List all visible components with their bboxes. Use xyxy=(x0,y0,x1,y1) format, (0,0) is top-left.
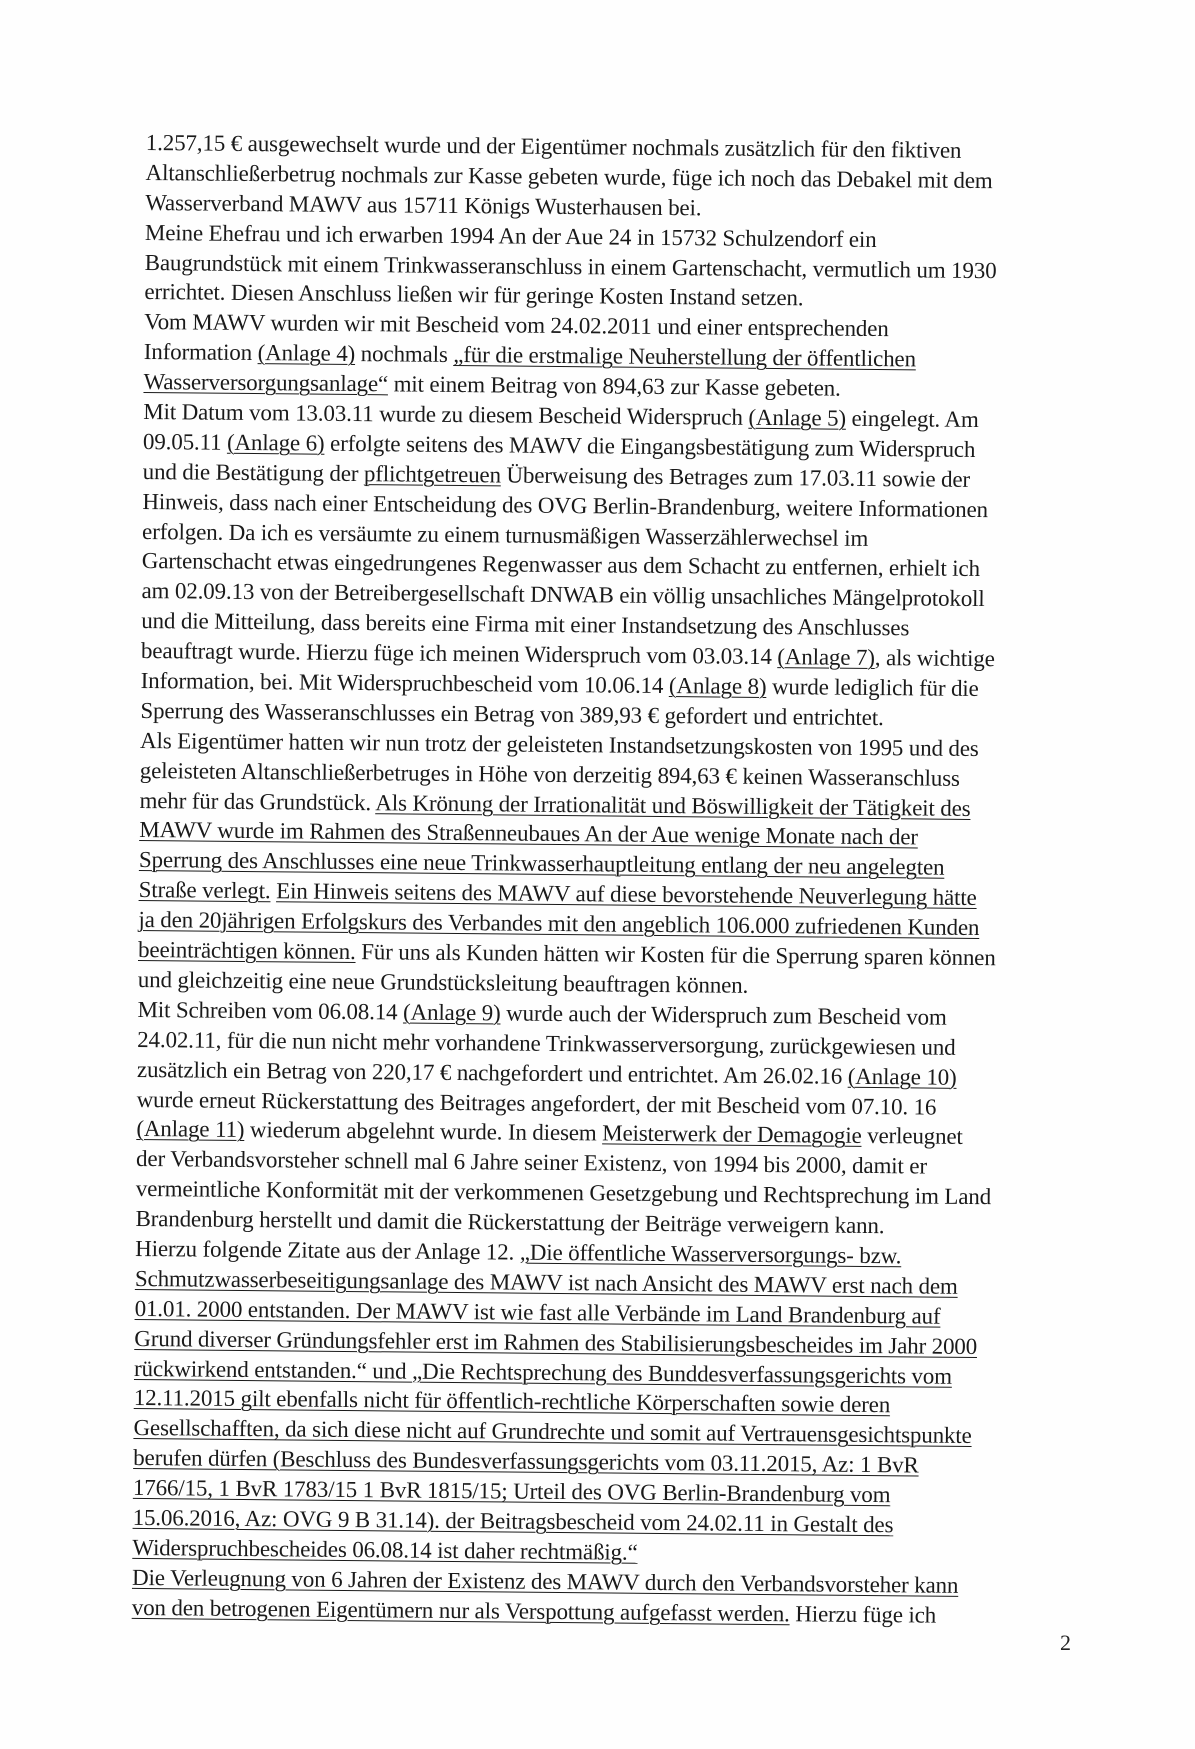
text-segment: 24.02.11, für die nun nicht mehr vorhandene Trinkwasserversorgung, zurückgewiesen und xyxy=(137,1026,956,1060)
underlined-text: rückwirkend entstanden.“ und „Die Rechtsprechung des Bunddesverfassungsgerichts vom xyxy=(133,1355,953,1389)
underlined-text: Als Krönung der Irrationalität und Böswilligkeit der Tätigkeit des xyxy=(375,789,971,821)
underlined-text: 1766/15, 1 BvR 1783/15 1 BvR 1815/15; Urteil des OVG Berlin-Brandenburg vom xyxy=(132,1475,891,1508)
text-segment: errichtet. Diesen Anschluss ließen wir für geringe Kosten Instand setzen. xyxy=(144,279,804,311)
text-segment: Hierzu füge ich xyxy=(789,1600,937,1628)
text-segment: Gartenschacht etwas eingedrungenes Regenwasser aus dem Schacht zu entfernen, erhielt ich xyxy=(141,548,981,582)
underlined-text: beeinträchtigen können. xyxy=(137,937,356,965)
underlined-text: 01.01. 2000 entstanden. Der MAWV ist wie fast alle Verbände im Land Brandenburg auf xyxy=(134,1295,941,1329)
text-segment: Baugrundstück mit einem Trinkwasseranschluss in einem Gartenschacht, vermutlich um 1930 xyxy=(144,249,997,283)
underlined-text: (Anlage 11) xyxy=(136,1116,245,1143)
underlined-text: pflichtgetreuen xyxy=(363,460,502,488)
text-segment: Meine Ehefrau und ich erwarben 1994 An der Aue 24 in 15732 Schulzendorf ein xyxy=(144,219,877,252)
text-segment: 1.257,15 € ausgewechselt wurde und der Eigentümer nochmals zusätzlich für den fiktiven xyxy=(145,129,962,163)
text-segment: Altanschließerbetrug nochmals zur Kasse gebeten wurde, füge ich noch das Debakel mit dem xyxy=(145,159,993,194)
underlined-text: ja den 20jährigen Erfolgskurs des Verbandes mit den angeblich 106.000 zufriedenen Kunden xyxy=(138,907,980,941)
underlined-text: (Anlage 10) xyxy=(847,1063,957,1090)
text-segment: Information, bei. Mit Widerspruchbescheid vom 10.06.14 xyxy=(140,668,670,699)
text-segment: Wasserverband MAWV aus 15711 Königs Wusterhausen bei. xyxy=(145,189,702,221)
text-segment: Überweisung des Betrages zum 17.03.11 sowie der xyxy=(500,462,971,492)
underlined-text: berufen dürfen (Beschluss des Bundesverfassungsgerichts vom 03.11.2015, Az: 1 BvR xyxy=(133,1445,919,1478)
text-segment: der Verbandsvorsteher schnell mal 6 Jahre seiner Existenz, von 1994 bis 2000, damit er xyxy=(135,1146,928,1179)
text-segment: wurde auch der Widerspruch zum Bescheid vom xyxy=(500,1000,947,1030)
text-segment: wiederum abgelehnt wurde. In diesem xyxy=(244,1117,603,1146)
underlined-text: 12.11.2015 gilt ebenfalls nicht für öffentlich-rechtliche Körperschaften sowie deren xyxy=(133,1385,891,1418)
text-segment: Mit Schreiben vom 06.08.14 xyxy=(137,996,404,1025)
text-segment: Hierzu folgende Zitate aus der Anlage 12. xyxy=(135,1235,520,1265)
text-segment: erfolgen. Da ich es versäumte zu einem turnusmäßigen Wasserzählerwechsel im xyxy=(142,518,869,551)
underlined-text: Straße verlegt. xyxy=(138,877,271,904)
text-segment: Mit Datum vom 13.03.11 wurde zu diesem Bescheid Widerspruch xyxy=(143,399,749,430)
text-segment: wurde lediglich für die xyxy=(766,674,979,702)
underlined-text: Meisterwerk der Demagogie xyxy=(602,1120,862,1149)
underlined-text: Die Verleugnung von 6 Jahren der Existenz des MAWV durch den Verbandsvorsteher kann xyxy=(131,1564,959,1598)
text-segment: Für uns als Kunden hätten wir Kosten für die Sperrung sparen können xyxy=(355,939,996,971)
text-segment: Hinweis, dass nach einer Entscheidung des OVG Berlin-Brandenburg, weitere Informationen xyxy=(142,488,989,522)
text-segment: vermeintliche Konformität mit der verkommenen Gesetzgebung und Rechtsprechung im Land xyxy=(135,1176,992,1210)
underlined-text: Wasserversorgungsanlage“ xyxy=(143,369,389,397)
underlined-text: von den betrogenen Eigentümern nur als Verspottung aufgefasst werden. xyxy=(131,1594,790,1626)
underlined-text: (Anlage 4) xyxy=(257,340,356,367)
text-segment: und die Mitteilung, dass bereits eine Firma mit einer Instandsetzung des Anschlusses xyxy=(141,608,910,641)
underlined-text: (Anlage 6) xyxy=(226,429,325,456)
underlined-text: (Anlage 9) xyxy=(402,999,501,1026)
underlined-text: Grund diverser Gründungsfehler erst im Rahmen des Stabilisierungsbescheides im Jahr 2000 xyxy=(134,1325,978,1359)
underlined-text: MAWV wurde im Rahmen des Straßenneubaues An der Aue wenige Monate nach der xyxy=(139,817,918,850)
text-segment: nochmals xyxy=(355,341,454,368)
underlined-text: Widerspruchbescheides 06.08.14 ist daher rechtmäßig.“ xyxy=(132,1534,638,1565)
underlined-text: Schmutzwasserbeseitigungsanlage des MAWV ist nach Ansicht des MAWV erst nach dem xyxy=(134,1265,958,1299)
underlined-text: (Anlage 8) xyxy=(668,673,767,700)
text-segment: Vom MAWV wurden wir mit Bescheid vom 24.02.2011 und einer entsprechenden xyxy=(144,309,889,342)
underlined-text: 15.06.2016, Az: OVG 9 B 31.14). der Beitragsbescheid vom 24.02.11 in Gestalt des xyxy=(132,1504,894,1538)
text-segment: geleisteten Altanschließerbetruges in Höhe von derzeitig 894,63 € keinen Wasseranschluss xyxy=(139,757,960,791)
text-segment: Information xyxy=(143,339,258,366)
underlined-text: „für die erstmalige Neuherstellung der öffentlichen xyxy=(453,342,917,372)
underlined-text: Ein Hinweis seitens des MAWV auf diese bevorstehende Neuverlegung hätte xyxy=(276,878,977,911)
text-segment: wurde erneut Rückerstattung des Beitrages angefordert, der mit Bescheid vom 07.10. 16 xyxy=(136,1086,937,1120)
text-segment: 09.05.11 xyxy=(142,428,228,455)
text-segment: beauftragt wurde. Hierzu füge ich meinen Widerspruch vom 03.03.14 xyxy=(140,638,778,670)
text-segment: Als Eigentümer hatten wir nun trotz der geleisteten Instandsetzungskosten von 1995 und des xyxy=(140,727,979,761)
text-segment: mit einem Beitrag von 894,63 zur Kasse gebeten. xyxy=(387,371,841,401)
underlined-text: Sperrung des Anschlusses eine neue Trinkwasserhauptleitung entlang der neu angelegten xyxy=(138,847,945,881)
underlined-text: (Anlage 7) xyxy=(777,644,875,671)
text-segment: erfolgte seitens des MAWV die Eingangsbestätigung zum Widerspruch xyxy=(324,430,976,462)
page-number: 2 xyxy=(1060,1630,1071,1655)
text-segment: am 02.09.13 von der Betreibergesellschaft DNWAB ein völlig unsachliches Mängelprotokoll xyxy=(141,578,985,612)
text-segment: zusätzlich ein Betrag von 220,17 € nachgefordert und entrichtet. Am 26.02.16 xyxy=(136,1056,848,1089)
text-segment: Brandenburg herstellt und damit die Rückerstattung der Beiträge verweigern kann. xyxy=(135,1206,885,1239)
text-segment: verleugnet xyxy=(861,1123,963,1150)
text-segment: eingelegt. Am xyxy=(845,405,979,433)
text-segment: und die Bestätigung der xyxy=(142,458,365,486)
underlined-text: „Die öffentliche Wasserversorgungs- bzw. xyxy=(519,1239,902,1269)
text-segment: , als wichtige xyxy=(874,645,995,672)
underlined-text: (Anlage 5) xyxy=(748,404,847,431)
underlined-text: Gesellschafften, da sich diese nicht auf Grundrechte und somit auf Vertrauensgesichtspunkte xyxy=(133,1415,972,1449)
text-segment: Sperrung des Wasseranschlusses ein Betrag von 389,93 € gefordert und entrichtet. xyxy=(140,697,884,731)
text-segment: und gleichzeitig eine neue Grundstücksleitung beauftragen können. xyxy=(137,966,749,998)
body-text xyxy=(132,128,1004,1631)
text-segment: mehr für das Grundstück. xyxy=(139,787,376,815)
